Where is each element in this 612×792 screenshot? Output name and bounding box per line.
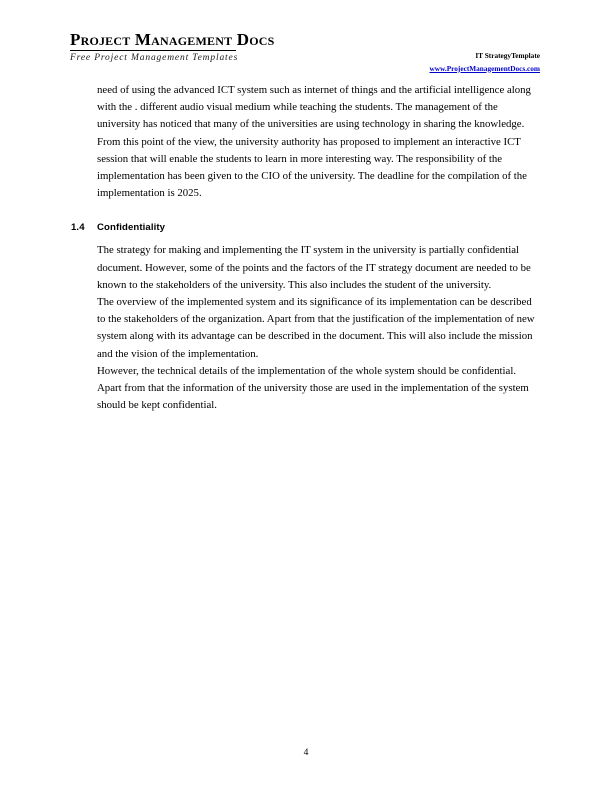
intro-paragraph-block bbox=[97, 82, 540, 202]
intro-paragraph: need of using the advanced ICT system such as internet of things and the artificial intelligence along with the . different audio visual medium while teaching the students. The management of the university has noticed that many of the universities are using technology in sharing the knowledge. From this point of the view, the university authority has proposed to implement an interactive ICT session that will enable the students to learn in more interesting way. The responsibility of the implementation has been given to the CIO of the university. The deadline for the compilation of the implementation is 2025. bbox=[97, 84, 531, 200]
page-header bbox=[0, 0, 612, 80]
website-link[interactable]: www.ProjectManagementDocs.com bbox=[429, 63, 540, 73]
brand-divider bbox=[70, 50, 236, 51]
brand-title: Project Management Docs bbox=[70, 30, 275, 49]
section-body-confidentiality bbox=[97, 242, 540, 414]
section-number: 1.4 bbox=[71, 222, 85, 234]
section-heading-confidentiality bbox=[71, 202, 540, 242]
section-paragraph: The overview of the implemented system and its significance of its implementation can be described to the stakeholders of the organization. Apart from that the justification of the implementation of new system along with its advantage can be described in the document. This will also include the mission and the vision of the implementation. bbox=[97, 296, 535, 360]
brand-logo bbox=[70, 30, 370, 65]
section-paragraph: However, the technical details of the implementation of the whole system should be confidential. Apart from that the information of the university those are used in the implementation of the system should be kept confidential. bbox=[97, 364, 529, 412]
section-paragraph: The strategy for making and implementing the IT system in the university is partially confidential document. However, some of the points and the factors of the IT strategy document are needed to be known to the stakeholders of the university. This also includes the student of the university. bbox=[97, 244, 531, 291]
brand-tagline: Free Project Management Templates bbox=[70, 53, 239, 63]
page-content bbox=[0, 82, 612, 414]
page-number: 4 bbox=[303, 748, 309, 758]
document-title: IT StrategyTemplate bbox=[475, 51, 540, 60]
document-meta bbox=[429, 51, 540, 74]
page-footer bbox=[0, 742, 612, 760]
section-title: Confidentiality bbox=[97, 222, 166, 234]
